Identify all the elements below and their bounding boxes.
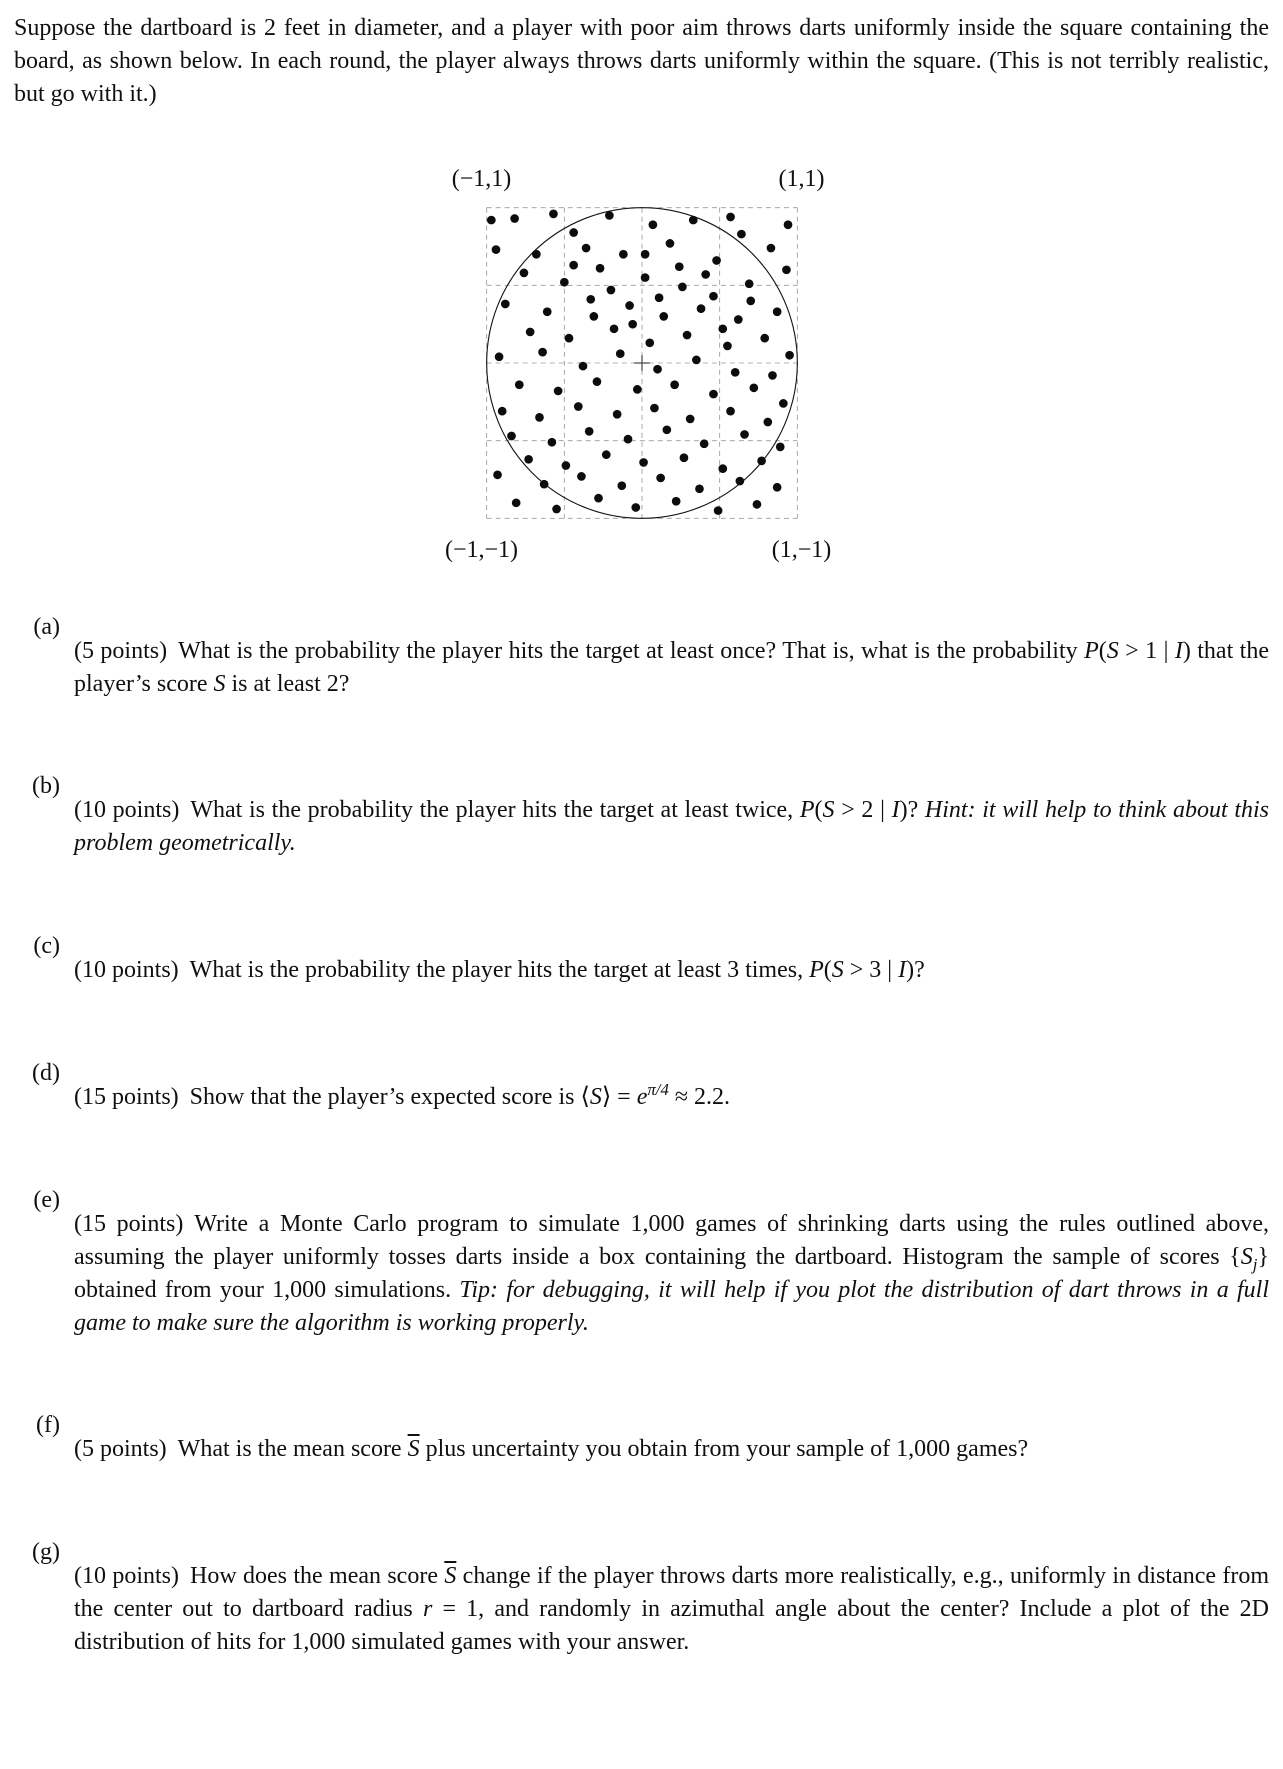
problem-body: Show that the player’s expected score is ⟨S⟩ = $e^{\pi/4} \approx 2.2$.	[189, 1080, 731, 1110]
problem-label: (g)	[32, 1539, 60, 1566]
dartboard-plot	[482, 203, 802, 523]
problem-item-c	[14, 930, 1269, 1011]
problem-text	[74, 1433, 1269, 1466]
problem-item-b	[14, 770, 1269, 884]
problem-body: Write a Monte Carlo program to simulate 1,000 games of shrinking darts using the rules outlined above, assuming the player uniformly tosses darts inside a box containing the dartboard. Histogram the sample of scores $\{S_j\}$ obtained from your 1,000 simulations. Tip: for debugging, it will help if you plot the distribution of dart throws in a full game to make sure the algorithm is working properly.	[74, 1210, 1269, 1336]
intro-paragraph: Suppose the dartboard is 2 feet in diameter, and a player with poor aim throws darts uniformly inside the square containing the board, as shown below. In each round, the player always throws darts uniformly within the square. (This is not terribly realistic, but go with it.)	[14, 15, 1269, 107]
problem-points: (10 points)	[74, 797, 180, 824]
problem-points: (10 points)	[74, 1563, 180, 1590]
problem-list	[14, 611, 1269, 1683]
dartboard-figure	[444, 165, 832, 563]
corner-label-top-left: (−1,1)	[451, 165, 512, 192]
problem-body: What is the probability the player hits the target at least 3 times, P(S > 3 | I)?	[189, 957, 925, 984]
problem-text	[74, 954, 1269, 987]
problem-text	[74, 635, 1269, 701]
problem-points: (15 points)	[74, 1210, 184, 1237]
problem-item-d	[14, 1057, 1269, 1138]
corner-label-bottom-left: (−1,−1)	[444, 536, 519, 563]
problem-label: (b)	[32, 773, 60, 800]
problem-label: (d)	[32, 1060, 60, 1086]
problem-text	[74, 1560, 1269, 1659]
corner-label-bottom-right: (1,−1)	[771, 536, 832, 563]
problem-points: (5 points)	[74, 637, 168, 664]
problem-label: (c)	[33, 933, 60, 960]
corner-label-top-right: (1,1)	[778, 165, 825, 192]
problem-body: How does the mean score $\overline{S}$ change if the player throws darts more realistically, e.g., uniformly in distance from the center out to dartboard radius r = 1, and randomly in azimuthal angle about the center? Include a plot of the 2D distribution of hits for 1,000 simulated games with your answer.	[74, 1563, 1269, 1655]
problem-points: (5 points)	[74, 1436, 167, 1463]
problem-body: What is the probability the player hits the target at least once? That is, what is the probability P(S > 1 | I) that the player’s score S is at least 2?	[74, 637, 1269, 697]
problem-body: What is the mean score $\overline{S}$ plus uncertainty you obtain from your sample of 1,000 games?	[177, 1436, 1029, 1463]
problem-points: (15 points)	[74, 1084, 179, 1110]
problem-label: (e)	[33, 1186, 60, 1213]
problem-points: (10 points)	[74, 957, 179, 984]
problem-item-f	[14, 1409, 1269, 1490]
problem-text	[74, 794, 1269, 860]
problem-body: What is the probability the player hits the target at least twice, P(S > 2 | I)? Hint: it will help to think about this problem geometrically.	[74, 797, 1269, 857]
problem-item-a	[14, 611, 1269, 725]
problem-item-g	[14, 1536, 1269, 1683]
problem-item-e	[14, 1184, 1269, 1364]
problem-text	[74, 1208, 1269, 1340]
problem-text	[74, 1081, 1269, 1114]
problem-label: (f)	[36, 1412, 60, 1439]
problem-label: (a)	[33, 613, 60, 640]
